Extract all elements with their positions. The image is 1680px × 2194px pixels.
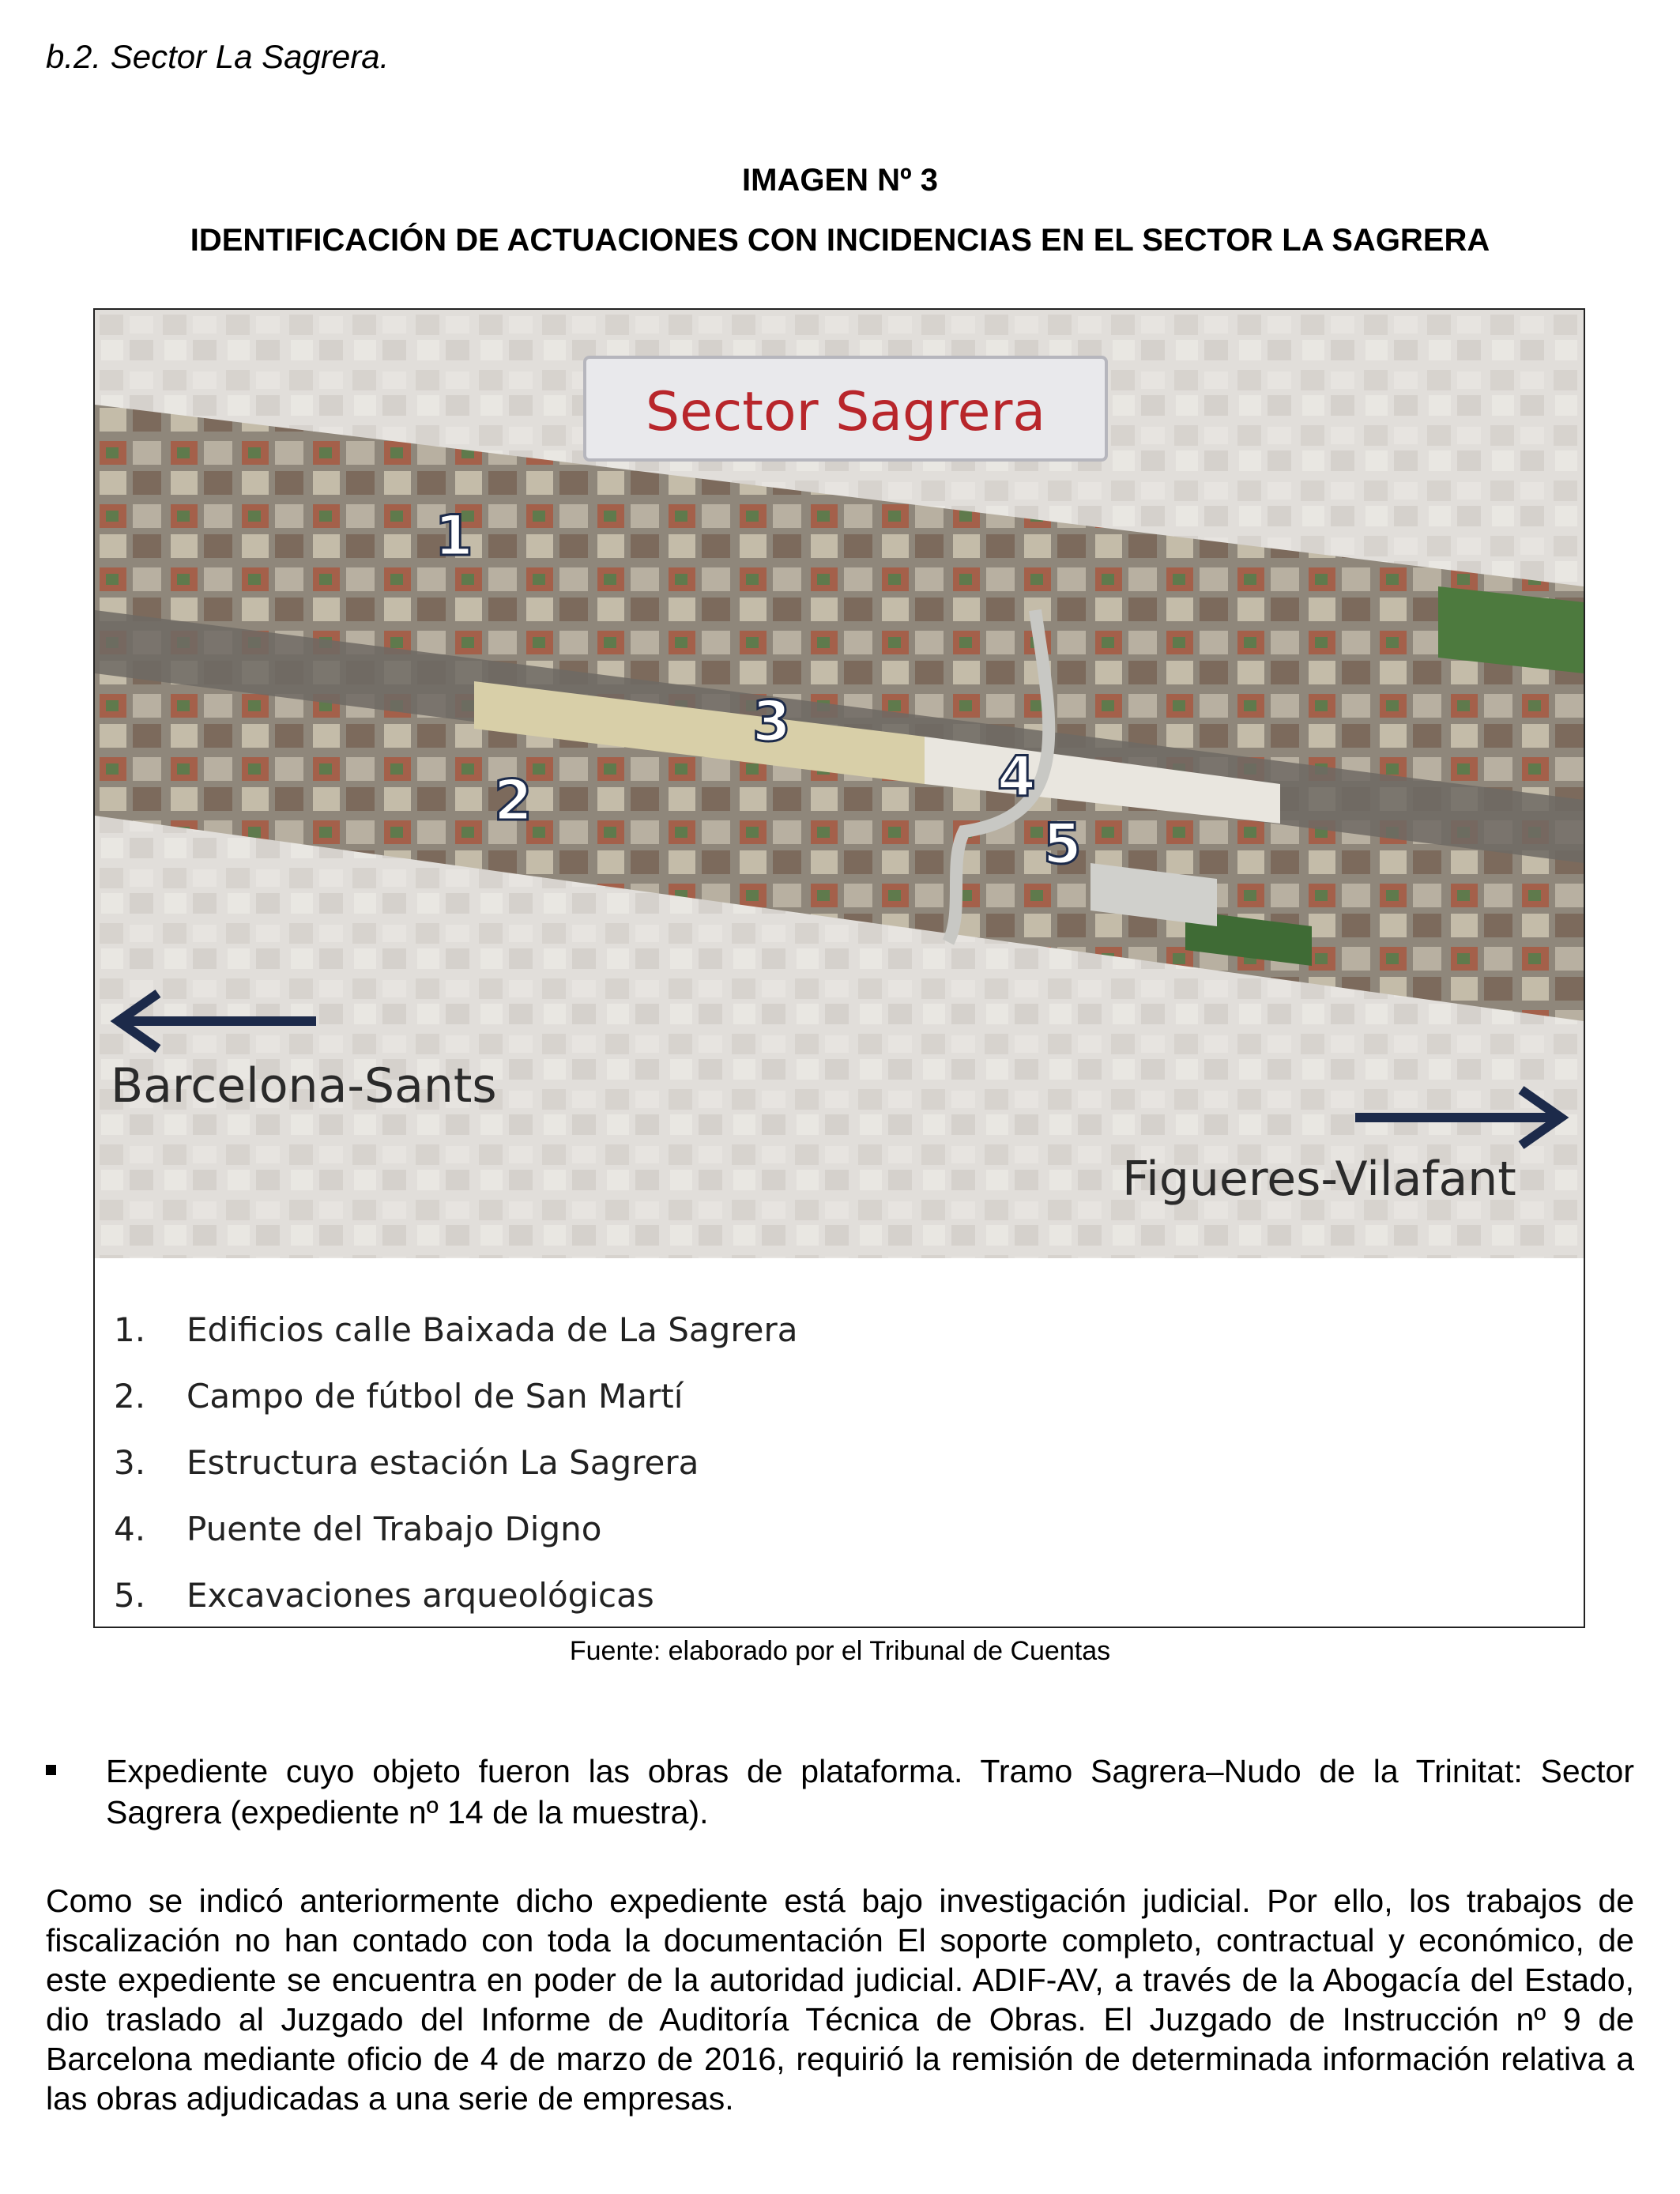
legend-label: Excavaciones arqueológicas [186,1575,654,1615]
legend-number: 5. [114,1575,146,1615]
marker-2: 2 [494,768,533,833]
bullet-item [46,1751,1634,1833]
bullet-icon [46,1765,56,1775]
legend-label: Edificios calle Baixada de La Sagrera [186,1310,798,1349]
aerial-map [95,310,1584,1258]
legend-item [114,1296,798,1363]
figure-caption: IDENTIFICACIÓN DE ACTUACIONES CON INCIDENCIAS EN EL SECTOR LA SAGRERA [190,223,1490,258]
map-title: Sector Sagrera [645,381,1046,443]
direction-left-label: Barcelona-Sants [111,1058,497,1114]
marker-1: 1 [435,503,473,568]
direction-right-label: Figueres-Vilafant [1122,1152,1516,1207]
figure-source: Fuente: elaborado por el Tribunal de Cuentas [569,1636,1111,1666]
legend-number: 3. [114,1442,146,1482]
legend-number: 1. [114,1310,146,1349]
legend-item [114,1495,798,1562]
section-heading: b.2. Sector La Sagrera. [46,38,390,75]
legend-item [114,1429,798,1495]
map-title-banner [585,357,1106,460]
marker-3: 3 [752,689,791,754]
legend-number: 4. [114,1509,146,1548]
legend-item [114,1363,798,1429]
legend-item [114,1562,798,1628]
marker-4: 4 [997,745,1036,809]
figure-number: IMAGEN Nº 3 [742,163,938,198]
figure-frame [93,308,1585,1628]
body-paragraph: Como se indicó anteriormente dicho expediente está bajo investigación judicial. Por ello, los trabajos de fiscalización no han contado con toda la documentación El soporte completo, contractual y económico, de este expediente se encuentra en poder de la autoridad judicial. ADIF-AV, a través de la Abogacía del Estado, dio traslado al Juzgado del Informe de Auditoría Técnica de Obras. El Juzgado de Instrucción nº 9 de Barcelona mediante oficio de 4 de marzo de 2016, requirió la remisión de determinada información relativa a las obras adjudicadas a una serie de empresas. [46,1883,1634,2117]
legend-number: 2. [114,1376,146,1416]
legend-label: Puente del Trabajo Digno [186,1509,602,1548]
legend-label: Estructura estación La Sagrera [186,1442,699,1482]
legend-label: Campo de fútbol de San Martí [186,1376,684,1416]
bullet-text: Expediente cuyo objeto fueron las obras de plataforma. Tramo Sagrera–Nudo de la Trinitat: Sector Sagrera (expediente nº 14 de la muestra). [106,1753,1634,1830]
marker-5: 5 [1043,812,1082,876]
figure-legend [114,1296,798,1628]
